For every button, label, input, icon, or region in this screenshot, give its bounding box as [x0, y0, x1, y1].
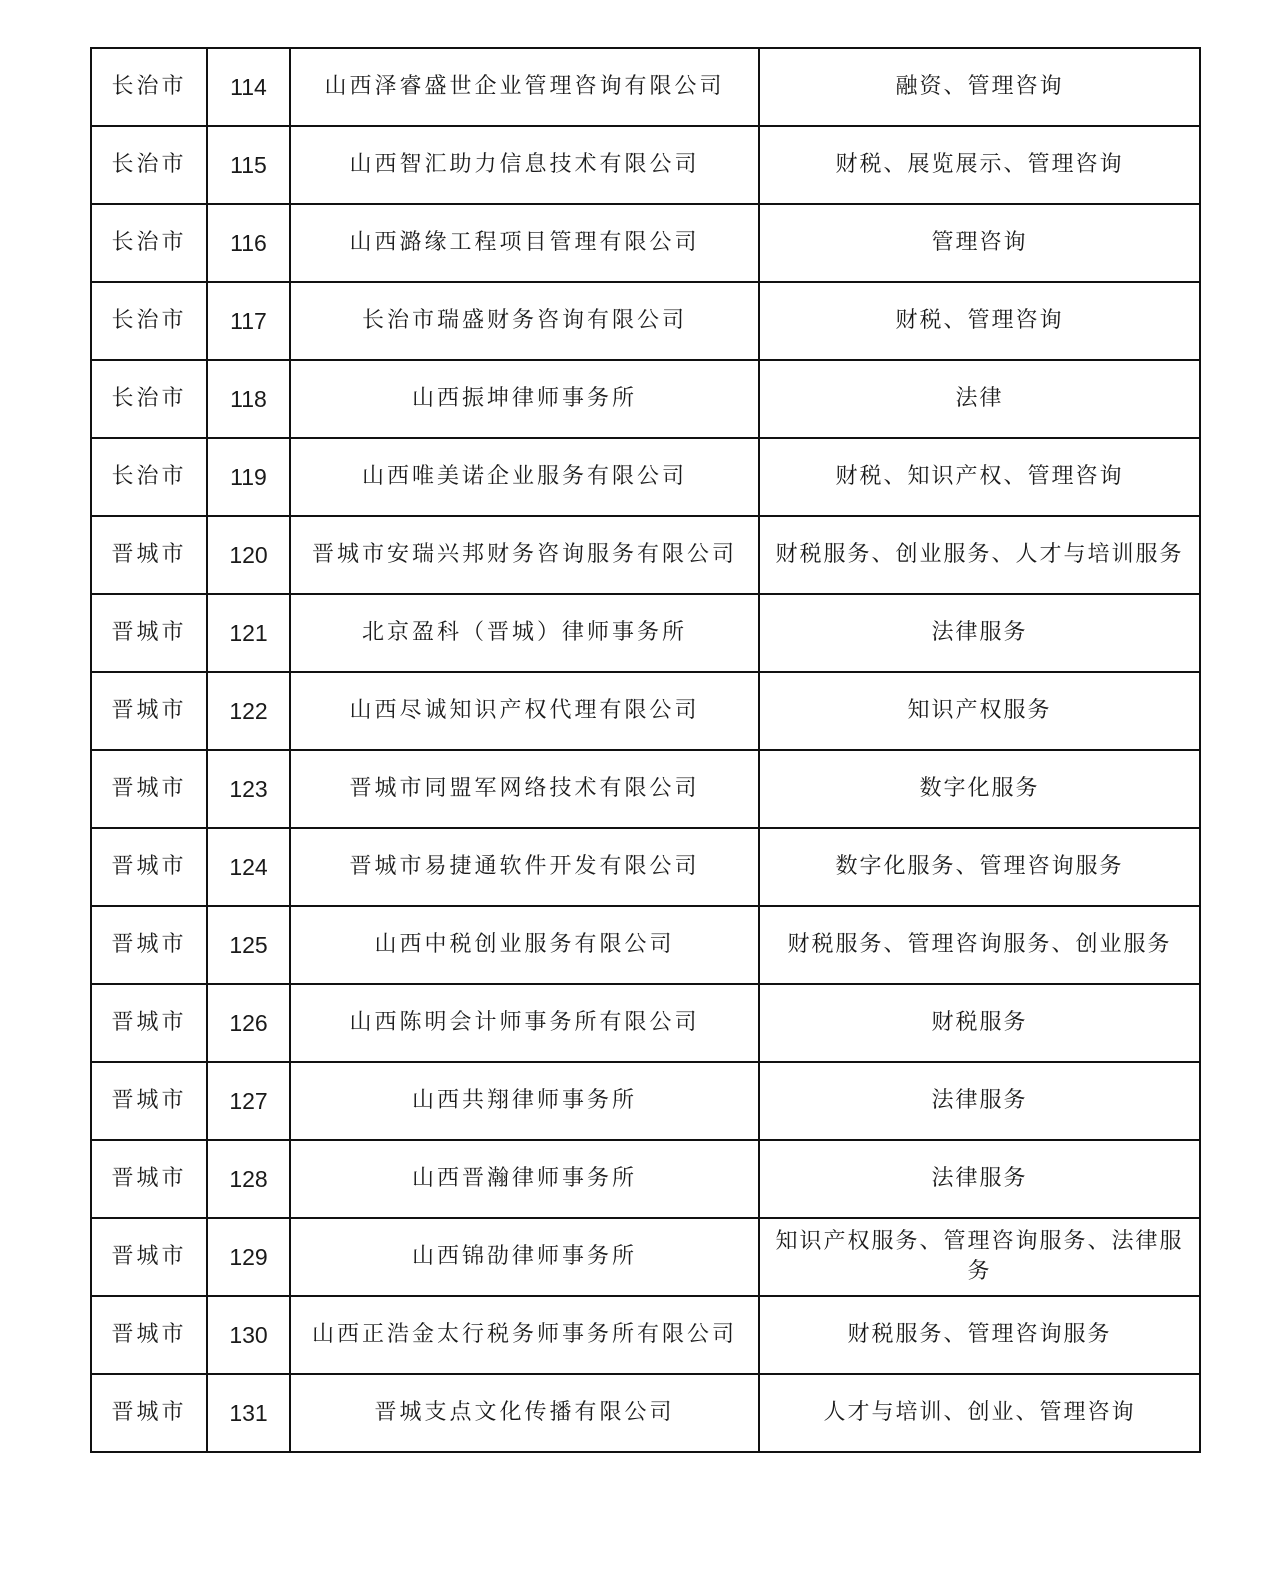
company-name-cell: 山西陈明会计师事务所有限公司: [290, 984, 759, 1062]
number-cell: 128: [207, 1140, 290, 1218]
company-name-cell: 北京盈科（晋城）律师事务所: [290, 594, 759, 672]
services-cell: 财税服务、管理咨询服务、创业服务: [759, 906, 1200, 984]
city-cell: 晋城市: [91, 906, 207, 984]
table-row: [91, 516, 1200, 594]
company-name-cell: 山西正浩金太行税务师事务所有限公司: [290, 1296, 759, 1374]
services-cell: 管理咨询: [759, 204, 1200, 282]
number-cell: 114: [207, 48, 290, 126]
table-row: [91, 1218, 1200, 1296]
city-cell: 晋城市: [91, 1140, 207, 1218]
city-cell: 长治市: [91, 360, 207, 438]
company-name-cell: 长治市瑞盛财务咨询有限公司: [290, 282, 759, 360]
table-row: [91, 750, 1200, 828]
city-cell: 长治市: [91, 438, 207, 516]
number-cell: 125: [207, 906, 290, 984]
services-cell: 财税、展览展示、管理咨询: [759, 126, 1200, 204]
number-cell: 131: [207, 1374, 290, 1452]
company-name-cell: 晋城市易捷通软件开发有限公司: [290, 828, 759, 906]
number-cell: 129: [207, 1218, 290, 1296]
company-name-cell: 山西泽睿盛世企业管理咨询有限公司: [290, 48, 759, 126]
city-cell: 晋城市: [91, 516, 207, 594]
city-cell: 晋城市: [91, 672, 207, 750]
company-name-cell: 山西中税创业服务有限公司: [290, 906, 759, 984]
services-cell: 知识产权服务、管理咨询服务、法律服务: [759, 1218, 1200, 1296]
services-cell: 财税服务、管理咨询服务: [759, 1296, 1200, 1374]
company-name-cell: 山西唯美诺企业服务有限公司: [290, 438, 759, 516]
city-cell: 晋城市: [91, 1062, 207, 1140]
city-cell: 晋城市: [91, 984, 207, 1062]
number-cell: 117: [207, 282, 290, 360]
company-name-cell: 山西智汇助力信息技术有限公司: [290, 126, 759, 204]
city-cell: 长治市: [91, 282, 207, 360]
number-cell: 121: [207, 594, 290, 672]
city-cell: 晋城市: [91, 1218, 207, 1296]
table-row: [91, 984, 1200, 1062]
services-cell: 人才与培训、创业、管理咨询: [759, 1374, 1200, 1452]
number-cell: 119: [207, 438, 290, 516]
number-cell: 115: [207, 126, 290, 204]
number-cell: 130: [207, 1296, 290, 1374]
number-cell: 120: [207, 516, 290, 594]
services-cell: 法律: [759, 360, 1200, 438]
services-cell: 知识产权服务: [759, 672, 1200, 750]
services-cell: 数字化服务、管理咨询服务: [759, 828, 1200, 906]
city-cell: 晋城市: [91, 594, 207, 672]
table-row: [91, 360, 1200, 438]
table-row: [91, 48, 1200, 126]
table-row: [91, 1062, 1200, 1140]
number-cell: 116: [207, 204, 290, 282]
company-name-cell: 山西锦劭律师事务所: [290, 1218, 759, 1296]
city-cell: 长治市: [91, 48, 207, 126]
services-cell: 财税、知识产权、管理咨询: [759, 438, 1200, 516]
services-cell: 融资、管理咨询: [759, 48, 1200, 126]
company-name-cell: 山西振坤律师事务所: [290, 360, 759, 438]
services-cell: 财税服务: [759, 984, 1200, 1062]
company-name-cell: 晋城支点文化传播有限公司: [290, 1374, 759, 1452]
table-row: [91, 1374, 1200, 1452]
table-row: [91, 672, 1200, 750]
company-name-cell: 晋城市同盟军网络技术有限公司: [290, 750, 759, 828]
city-cell: 晋城市: [91, 1296, 207, 1374]
services-cell: 财税、管理咨询: [759, 282, 1200, 360]
number-cell: 123: [207, 750, 290, 828]
city-cell: 长治市: [91, 204, 207, 282]
number-cell: 127: [207, 1062, 290, 1140]
number-cell: 124: [207, 828, 290, 906]
services-cell: 法律服务: [759, 1140, 1200, 1218]
number-cell: 122: [207, 672, 290, 750]
services-cell: 法律服务: [759, 1062, 1200, 1140]
table-row: [91, 828, 1200, 906]
services-cell: 财税服务、创业服务、人才与培训服务: [759, 516, 1200, 594]
company-name-cell: 山西共翔律师事务所: [290, 1062, 759, 1140]
city-cell: 晋城市: [91, 828, 207, 906]
table-row: [91, 438, 1200, 516]
number-cell: 118: [207, 360, 290, 438]
company-name-cell: 山西潞缘工程项目管理有限公司: [290, 204, 759, 282]
company-name-cell: 山西晋瀚律师事务所: [290, 1140, 759, 1218]
company-name-cell: 晋城市安瑞兴邦财务咨询服务有限公司: [290, 516, 759, 594]
table-row: [91, 594, 1200, 672]
table-body: [91, 48, 1200, 1452]
city-cell: 长治市: [91, 126, 207, 204]
services-cell: 法律服务: [759, 594, 1200, 672]
table-row: [91, 204, 1200, 282]
table-row: [91, 126, 1200, 204]
service-provider-table: [90, 47, 1201, 1453]
table-row: [91, 1296, 1200, 1374]
table-row: [91, 282, 1200, 360]
city-cell: 晋城市: [91, 1374, 207, 1452]
city-cell: 晋城市: [91, 750, 207, 828]
company-name-cell: 山西尽诚知识产权代理有限公司: [290, 672, 759, 750]
number-cell: 126: [207, 984, 290, 1062]
table-row: [91, 906, 1200, 984]
services-cell: 数字化服务: [759, 750, 1200, 828]
table-row: [91, 1140, 1200, 1218]
